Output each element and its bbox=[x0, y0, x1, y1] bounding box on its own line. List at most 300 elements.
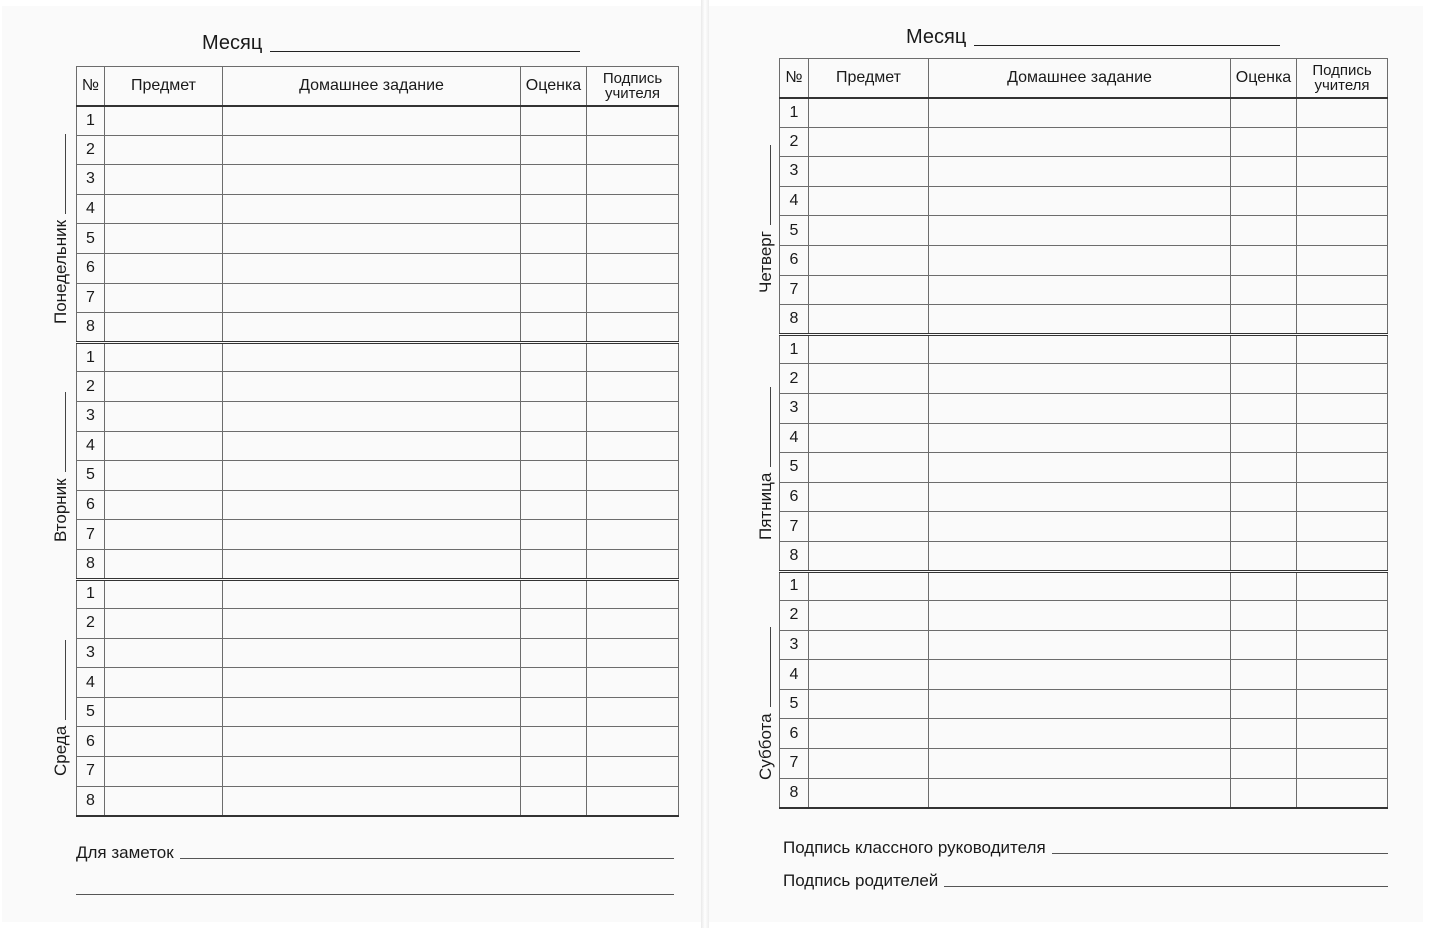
class-teacher-signature-line[interactable] bbox=[1052, 853, 1388, 854]
homework-cell[interactable] bbox=[223, 342, 521, 372]
book-gutter bbox=[701, 0, 709, 928]
teacher-signature-cell[interactable] bbox=[1297, 541, 1388, 571]
subject-cell[interactable] bbox=[105, 313, 223, 343]
homework-cell[interactable] bbox=[223, 579, 521, 609]
homework-cell[interactable] bbox=[223, 786, 521, 816]
homework-cell[interactable] bbox=[929, 482, 1231, 512]
subject-cell[interactable] bbox=[809, 571, 929, 601]
lesson-row bbox=[780, 127, 1388, 157]
homework-cell[interactable] bbox=[929, 275, 1231, 305]
lesson-row bbox=[780, 571, 1388, 601]
homework-cell[interactable] bbox=[223, 431, 521, 461]
grade-cell[interactable] bbox=[521, 697, 587, 727]
lesson-number: 1 bbox=[780, 98, 809, 128]
day-date-line[interactable] bbox=[770, 145, 771, 225]
lesson-number: 5 bbox=[780, 216, 809, 246]
subject-cell[interactable] bbox=[809, 245, 929, 275]
subject-cell[interactable] bbox=[105, 283, 223, 313]
grade-cell[interactable] bbox=[1231, 423, 1297, 453]
teacher-signature-cell[interactable] bbox=[1297, 245, 1388, 275]
homework-cell[interactable] bbox=[223, 757, 521, 787]
teacher-signature-cell[interactable] bbox=[587, 106, 679, 136]
grade-cell[interactable] bbox=[1231, 275, 1297, 305]
subject-cell[interactable] bbox=[105, 372, 223, 402]
grade-cell[interactable] bbox=[1231, 630, 1297, 660]
grade-cell[interactable] bbox=[521, 401, 587, 431]
lesson-number: 3 bbox=[780, 157, 809, 187]
day-date-line[interactable] bbox=[770, 627, 771, 707]
subject-cell[interactable] bbox=[809, 749, 929, 779]
lesson-row bbox=[77, 372, 679, 402]
teacher-signature-cell[interactable] bbox=[587, 520, 679, 550]
lesson-number: 6 bbox=[780, 482, 809, 512]
header-homework: Домашнее задание bbox=[929, 59, 1231, 98]
lesson-number: 4 bbox=[77, 668, 105, 698]
teacher-signature-cell[interactable] bbox=[587, 727, 679, 757]
subject-cell[interactable] bbox=[105, 520, 223, 550]
day-label-friday: Пятница bbox=[756, 387, 776, 540]
month-field-left bbox=[202, 32, 580, 55]
homework-cell[interactable] bbox=[223, 401, 521, 431]
teacher-signature-cell[interactable] bbox=[1297, 571, 1388, 601]
subject-cell[interactable] bbox=[809, 364, 929, 394]
teacher-signature-cell[interactable] bbox=[587, 431, 679, 461]
subject-cell[interactable] bbox=[809, 186, 929, 216]
homework-cell[interactable] bbox=[223, 313, 521, 343]
lesson-row bbox=[77, 786, 679, 816]
parents-signature-label: Подпись родителей bbox=[783, 871, 939, 890]
homework-cell[interactable] bbox=[929, 423, 1231, 453]
homework-cell[interactable] bbox=[929, 364, 1231, 394]
grade-cell[interactable] bbox=[521, 757, 587, 787]
subject-cell[interactable] bbox=[809, 453, 929, 483]
homework-cell[interactable] bbox=[223, 106, 521, 136]
header-grade: Оценка bbox=[1231, 59, 1297, 98]
subject-cell[interactable] bbox=[809, 689, 929, 719]
lesson-row bbox=[77, 135, 679, 165]
grade-cell[interactable] bbox=[1231, 601, 1297, 631]
homework-cell[interactable] bbox=[929, 512, 1231, 542]
grade-cell[interactable] bbox=[521, 727, 587, 757]
month-input-line[interactable] bbox=[270, 50, 580, 52]
grade-cell[interactable] bbox=[521, 638, 587, 668]
teacher-signature-cell[interactable] bbox=[587, 757, 679, 787]
homework-cell[interactable] bbox=[223, 549, 521, 579]
lesson-number: 2 bbox=[77, 609, 105, 639]
subject-cell[interactable] bbox=[809, 482, 929, 512]
lesson-number: 1 bbox=[77, 579, 105, 609]
teacher-signature-cell[interactable] bbox=[587, 165, 679, 195]
lesson-number: 8 bbox=[77, 786, 105, 816]
subject-cell[interactable] bbox=[809, 393, 929, 423]
header-teacher-signature: Подпись учителя bbox=[587, 67, 679, 106]
homework-cell[interactable] bbox=[223, 253, 521, 283]
teacher-signature-cell[interactable] bbox=[1297, 630, 1388, 660]
teacher-signature-cell[interactable] bbox=[587, 490, 679, 520]
teacher-signature-cell[interactable] bbox=[1297, 186, 1388, 216]
grade-cell[interactable] bbox=[1231, 749, 1297, 779]
lesson-row bbox=[77, 431, 679, 461]
grade-cell[interactable] bbox=[521, 106, 587, 136]
homework-cell[interactable] bbox=[929, 453, 1231, 483]
subject-cell[interactable] bbox=[105, 609, 223, 639]
subject-cell[interactable] bbox=[105, 668, 223, 698]
lesson-row bbox=[780, 778, 1388, 808]
grade-cell[interactable] bbox=[1231, 186, 1297, 216]
homework-cell[interactable] bbox=[929, 778, 1231, 808]
lesson-number: 1 bbox=[780, 571, 809, 601]
grade-cell[interactable] bbox=[1231, 364, 1297, 394]
homework-cell[interactable] bbox=[223, 520, 521, 550]
subject-cell[interactable] bbox=[105, 106, 223, 136]
subject-cell[interactable] bbox=[105, 342, 223, 372]
subject-cell[interactable] bbox=[809, 719, 929, 749]
teacher-signature-cell[interactable] bbox=[1297, 393, 1388, 423]
lesson-number: 8 bbox=[780, 305, 809, 335]
grade-cell[interactable] bbox=[1231, 571, 1297, 601]
lesson-number: 8 bbox=[77, 549, 105, 579]
notes-input-line[interactable] bbox=[180, 858, 674, 859]
subject-cell[interactable] bbox=[809, 630, 929, 660]
subject-cell[interactable] bbox=[105, 135, 223, 165]
subject-cell[interactable] bbox=[105, 253, 223, 283]
grade-cell[interactable] bbox=[521, 520, 587, 550]
lesson-number: 1 bbox=[780, 334, 809, 364]
teacher-signature-cell[interactable] bbox=[587, 609, 679, 639]
subject-cell[interactable] bbox=[105, 786, 223, 816]
subject-cell[interactable] bbox=[809, 423, 929, 453]
teacher-signature-cell[interactable] bbox=[1297, 157, 1388, 187]
teacher-signature-cell[interactable] bbox=[1297, 423, 1388, 453]
table-header-row bbox=[77, 67, 679, 106]
homework-cell[interactable] bbox=[223, 609, 521, 639]
lesson-row bbox=[780, 305, 1388, 335]
grade-cell[interactable] bbox=[1231, 98, 1297, 128]
header-grade: Оценка bbox=[521, 67, 587, 106]
header-subject: Предмет bbox=[809, 59, 929, 98]
lesson-number: 4 bbox=[780, 660, 809, 690]
day-date-line[interactable] bbox=[65, 640, 66, 720]
lesson-number: 3 bbox=[780, 630, 809, 660]
grade-cell[interactable] bbox=[521, 283, 587, 313]
teacher-signature-cell[interactable] bbox=[587, 313, 679, 343]
lesson-number: 5 bbox=[780, 689, 809, 719]
lesson-row bbox=[77, 283, 679, 313]
homework-cell[interactable] bbox=[929, 719, 1231, 749]
homework-cell[interactable] bbox=[929, 571, 1231, 601]
lesson-row bbox=[77, 757, 679, 787]
grade-cell[interactable] bbox=[521, 194, 587, 224]
teacher-signature-cell[interactable] bbox=[1297, 453, 1388, 483]
subject-cell[interactable] bbox=[105, 579, 223, 609]
lesson-row bbox=[780, 216, 1388, 246]
notes-extra-line[interactable] bbox=[76, 893, 674, 895]
teacher-signature-cell[interactable] bbox=[1297, 305, 1388, 335]
subject-cell[interactable] bbox=[105, 461, 223, 491]
lesson-row bbox=[780, 630, 1388, 660]
subject-cell[interactable] bbox=[105, 165, 223, 195]
day-date-line[interactable] bbox=[65, 134, 66, 214]
homework-cell[interactable] bbox=[223, 194, 521, 224]
lesson-row bbox=[780, 393, 1388, 423]
homework-cell[interactable] bbox=[929, 689, 1231, 719]
lesson-row bbox=[780, 157, 1388, 187]
lesson-number: 7 bbox=[77, 283, 105, 313]
teacher-signature-cell[interactable] bbox=[1297, 127, 1388, 157]
grade-cell[interactable] bbox=[1231, 334, 1297, 364]
subject-cell[interactable] bbox=[105, 490, 223, 520]
grade-cell[interactable] bbox=[1231, 305, 1297, 335]
subject-cell[interactable] bbox=[105, 194, 223, 224]
teacher-signature-cell[interactable] bbox=[1297, 364, 1388, 394]
grade-cell[interactable] bbox=[521, 372, 587, 402]
lesson-number: 8 bbox=[77, 313, 105, 343]
homework-cell[interactable] bbox=[223, 727, 521, 757]
teacher-signature-cell[interactable] bbox=[587, 135, 679, 165]
homework-cell[interactable] bbox=[223, 697, 521, 727]
homework-cell[interactable] bbox=[929, 245, 1231, 275]
lesson-number: 1 bbox=[77, 342, 105, 372]
parents-signature-field bbox=[783, 871, 1388, 891]
grade-cell[interactable] bbox=[1231, 482, 1297, 512]
subject-cell[interactable] bbox=[809, 512, 929, 542]
lesson-number: 7 bbox=[780, 275, 809, 305]
homework-cell[interactable] bbox=[223, 490, 521, 520]
homework-cell[interactable] bbox=[929, 127, 1231, 157]
subject-cell[interactable] bbox=[105, 727, 223, 757]
day-label-wednesday: Среда bbox=[51, 640, 71, 776]
subject-cell[interactable] bbox=[105, 638, 223, 668]
teacher-signature-cell[interactable] bbox=[1297, 216, 1388, 246]
lesson-row bbox=[77, 549, 679, 579]
lesson-row bbox=[77, 461, 679, 491]
subject-cell[interactable] bbox=[809, 157, 929, 187]
lesson-row bbox=[77, 609, 679, 639]
subject-cell[interactable] bbox=[809, 601, 929, 631]
teacher-signature-cell[interactable] bbox=[587, 401, 679, 431]
lesson-number: 2 bbox=[780, 364, 809, 394]
grade-cell[interactable] bbox=[521, 431, 587, 461]
grade-cell[interactable] bbox=[1231, 127, 1297, 157]
subject-cell[interactable] bbox=[809, 275, 929, 305]
homework-cell[interactable] bbox=[929, 630, 1231, 660]
lesson-row bbox=[77, 106, 679, 136]
subject-cell[interactable] bbox=[105, 757, 223, 787]
homework-cell[interactable] bbox=[929, 157, 1231, 187]
teacher-signature-cell[interactable] bbox=[587, 253, 679, 283]
teacher-signature-cell[interactable] bbox=[1297, 749, 1388, 779]
notes-field bbox=[76, 843, 674, 863]
homework-cell[interactable] bbox=[223, 165, 521, 195]
homework-cell[interactable] bbox=[929, 98, 1231, 128]
subject-cell[interactable] bbox=[105, 549, 223, 579]
grade-cell[interactable] bbox=[1231, 245, 1297, 275]
homework-cell[interactable] bbox=[929, 186, 1231, 216]
day-label-saturday: Суббота bbox=[756, 627, 776, 780]
lesson-row bbox=[77, 579, 679, 609]
subject-cell[interactable] bbox=[105, 224, 223, 254]
grade-cell[interactable] bbox=[521, 609, 587, 639]
teacher-signature-cell[interactable] bbox=[1297, 660, 1388, 690]
grade-cell[interactable] bbox=[1231, 541, 1297, 571]
homework-cell[interactable] bbox=[223, 668, 521, 698]
lesson-number: 3 bbox=[77, 165, 105, 195]
lesson-row bbox=[77, 253, 679, 283]
teacher-signature-cell[interactable] bbox=[1297, 482, 1388, 512]
lesson-row bbox=[780, 689, 1388, 719]
grade-cell[interactable] bbox=[1231, 660, 1297, 690]
teacher-signature-cell[interactable] bbox=[1297, 778, 1388, 808]
grade-cell[interactable] bbox=[521, 313, 587, 343]
subject-cell[interactable] bbox=[809, 127, 929, 157]
teacher-signature-cell[interactable] bbox=[587, 194, 679, 224]
lesson-number: 5 bbox=[780, 453, 809, 483]
lesson-row bbox=[77, 313, 679, 343]
grade-cell[interactable] bbox=[521, 342, 587, 372]
lesson-number: 7 bbox=[780, 512, 809, 542]
header-subject: Предмет bbox=[105, 67, 223, 106]
lesson-number: 2 bbox=[780, 601, 809, 631]
day-date-line[interactable] bbox=[65, 392, 66, 472]
grade-cell[interactable] bbox=[521, 490, 587, 520]
lesson-row bbox=[780, 541, 1388, 571]
lesson-row bbox=[780, 482, 1388, 512]
lesson-number: 4 bbox=[77, 194, 105, 224]
lesson-row bbox=[77, 668, 679, 698]
homework-cell[interactable] bbox=[223, 224, 521, 254]
teacher-signature-cell[interactable] bbox=[587, 283, 679, 313]
lesson-number: 5 bbox=[77, 461, 105, 491]
homework-cell[interactable] bbox=[223, 372, 521, 402]
subject-cell[interactable] bbox=[809, 305, 929, 335]
grade-cell[interactable] bbox=[521, 224, 587, 254]
subject-cell[interactable] bbox=[809, 778, 929, 808]
subject-cell[interactable] bbox=[105, 697, 223, 727]
table-header-row bbox=[780, 59, 1388, 98]
lesson-number: 7 bbox=[780, 749, 809, 779]
homework-cell[interactable] bbox=[223, 283, 521, 313]
homework-cell[interactable] bbox=[929, 334, 1231, 364]
grade-cell[interactable] bbox=[521, 786, 587, 816]
subject-cell[interactable] bbox=[809, 541, 929, 571]
subject-cell[interactable] bbox=[105, 431, 223, 461]
homework-cell[interactable] bbox=[223, 638, 521, 668]
lesson-row bbox=[77, 194, 679, 224]
grade-cell[interactable] bbox=[1231, 216, 1297, 246]
lesson-number: 5 bbox=[77, 224, 105, 254]
lesson-number: 5 bbox=[77, 697, 105, 727]
lesson-number: 8 bbox=[780, 778, 809, 808]
teacher-signature-cell[interactable] bbox=[1297, 334, 1388, 364]
teacher-signature-cell[interactable] bbox=[587, 697, 679, 727]
grade-cell[interactable] bbox=[521, 165, 587, 195]
subject-cell[interactable] bbox=[809, 216, 929, 246]
grade-cell[interactable] bbox=[1231, 778, 1297, 808]
lesson-row bbox=[780, 719, 1388, 749]
homework-cell[interactable] bbox=[929, 305, 1231, 335]
lesson-row bbox=[780, 275, 1388, 305]
subject-cell[interactable] bbox=[809, 334, 929, 364]
teacher-signature-cell[interactable] bbox=[587, 579, 679, 609]
homework-cell[interactable] bbox=[929, 660, 1231, 690]
grade-cell[interactable] bbox=[1231, 393, 1297, 423]
grade-cell[interactable] bbox=[1231, 453, 1297, 483]
lesson-number: 2 bbox=[77, 135, 105, 165]
teacher-signature-cell[interactable] bbox=[587, 342, 679, 372]
teacher-signature-cell[interactable] bbox=[587, 786, 679, 816]
teacher-signature-cell[interactable] bbox=[587, 461, 679, 491]
teacher-signature-cell[interactable] bbox=[1297, 98, 1388, 128]
lesson-row bbox=[77, 490, 679, 520]
grade-cell[interactable] bbox=[1231, 719, 1297, 749]
lesson-number: 6 bbox=[77, 253, 105, 283]
lesson-row bbox=[780, 749, 1388, 779]
grade-cell[interactable] bbox=[521, 549, 587, 579]
lesson-number: 2 bbox=[77, 372, 105, 402]
subject-cell[interactable] bbox=[809, 98, 929, 128]
homework-cell[interactable] bbox=[929, 541, 1231, 571]
lesson-row bbox=[780, 98, 1388, 128]
lesson-number: 8 bbox=[780, 541, 809, 571]
header-teacher-signature: Подпись учителя bbox=[1297, 59, 1388, 98]
teacher-signature-cell[interactable] bbox=[1297, 275, 1388, 305]
lesson-number: 3 bbox=[77, 638, 105, 668]
grade-cell[interactable] bbox=[1231, 157, 1297, 187]
grade-cell[interactable] bbox=[521, 579, 587, 609]
teacher-signature-cell[interactable] bbox=[587, 224, 679, 254]
grade-cell[interactable] bbox=[521, 253, 587, 283]
lesson-number: 2 bbox=[780, 127, 809, 157]
day-label-thursday: Четверг bbox=[756, 145, 776, 293]
month-label: Месяц bbox=[906, 26, 967, 48]
header-num: № bbox=[780, 59, 809, 98]
teacher-signature-cell[interactable] bbox=[587, 372, 679, 402]
day-label-tuesday: Вторник bbox=[51, 392, 71, 542]
teacher-signature-cell[interactable] bbox=[1297, 512, 1388, 542]
header-num: № bbox=[77, 67, 105, 106]
teacher-signature-cell[interactable] bbox=[1297, 719, 1388, 749]
homework-cell[interactable] bbox=[223, 135, 521, 165]
grade-cell[interactable] bbox=[521, 668, 587, 698]
parents-signature-line[interactable] bbox=[944, 886, 1388, 887]
teacher-signature-cell[interactable] bbox=[587, 549, 679, 579]
month-input-line[interactable] bbox=[974, 44, 1280, 46]
lesson-number: 3 bbox=[780, 393, 809, 423]
lesson-row bbox=[77, 224, 679, 254]
subject-cell[interactable] bbox=[809, 660, 929, 690]
teacher-signature-cell[interactable] bbox=[587, 638, 679, 668]
day-date-line[interactable] bbox=[770, 387, 771, 467]
teacher-signature-cell[interactable] bbox=[1297, 601, 1388, 631]
grade-cell[interactable] bbox=[1231, 689, 1297, 719]
header-homework: Домашнее задание bbox=[223, 67, 521, 106]
teacher-signature-cell[interactable] bbox=[1297, 689, 1388, 719]
homework-cell[interactable] bbox=[929, 216, 1231, 246]
subject-cell[interactable] bbox=[105, 401, 223, 431]
homework-cell[interactable] bbox=[929, 749, 1231, 779]
grade-cell[interactable] bbox=[1231, 512, 1297, 542]
grade-cell[interactable] bbox=[521, 135, 587, 165]
homework-cell[interactable] bbox=[223, 461, 521, 491]
grade-cell[interactable] bbox=[521, 461, 587, 491]
lesson-row bbox=[77, 697, 679, 727]
lesson-number: 1 bbox=[77, 106, 105, 136]
homework-cell[interactable] bbox=[929, 393, 1231, 423]
lesson-number: 4 bbox=[780, 423, 809, 453]
lesson-row bbox=[780, 660, 1388, 690]
homework-cell[interactable] bbox=[929, 601, 1231, 631]
teacher-signature-cell[interactable] bbox=[587, 668, 679, 698]
